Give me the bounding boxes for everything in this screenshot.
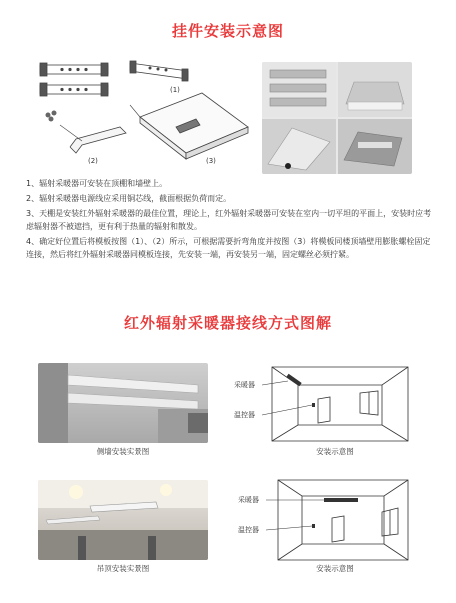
bracket-line-drawings [30,55,255,170]
wall-install-photo [38,363,208,443]
wall-thermostat-label: 温控器 [234,411,255,419]
wall-photo-caption: 侧墙安装实景图 [96,447,150,456]
bracket-photo-collage [262,62,412,174]
mounting-diagram-title: 挂件安装示意图 [171,22,284,40]
bracket-angled [130,61,188,81]
wall-install-diagram [232,363,412,443]
install-note-1: 1、辐射采暖器可安装在顶棚和墙壁上。 [26,179,168,188]
install-note-2: 2、辐射采暖器电源线应采用铜芯线，截面根据负荷而定。 [26,194,232,203]
install-note-3: 3、天棚是安装红外辐射采暖器的最佳位置，理论上，红外辐射采暖器可安装在室内一切平坦的平面上，安装时应考虑辐射器不被遮挡，更有利于热量的辐射和散发。 [26,209,432,231]
fig-label-2: (2) [88,157,98,165]
ceiling-install-photo [38,480,208,560]
ceiling-diagram-caption: 安装示意图 [316,564,354,573]
ceiling-install-diagram [232,478,412,562]
ceiling-thermostat [312,524,315,528]
screw-set [46,111,57,122]
slab-with-bracket [130,93,248,159]
ceiling-heater-label: 采暖器 [238,496,259,504]
ceiling-heater-unit [324,498,358,502]
wall-heater-label: 采暖器 [234,381,255,389]
wall-diagram-caption: 安装示意图 [316,447,354,456]
wall-thermostat [312,403,315,407]
wiring-diagram-title: 红外辐射采暖器接线方式图解 [123,314,332,332]
install-note-4: 4、确定好位置后将模板按图（1）、（2）所示，可根据需要折弯角度并按图（3）将模板同楼顶墙壁用膨胀螺栓固定连接，然后将红外辐射采暖器同模板连接，先安装一端，再安装另一端，固定螺丝必须拧紧。 [26,237,431,259]
bracket-plate-2 [40,83,108,96]
bracket-bent-2 [70,127,126,153]
fig-label-1: (1) [170,86,180,94]
wall-heater-unit [286,374,301,386]
bracket-plate-1 [40,63,108,76]
ceiling-photo-caption: 吊顶安装实景图 [96,564,150,573]
fig-label-3: (3) [206,157,216,165]
ceiling-thermostat-label: 温控器 [238,526,259,534]
